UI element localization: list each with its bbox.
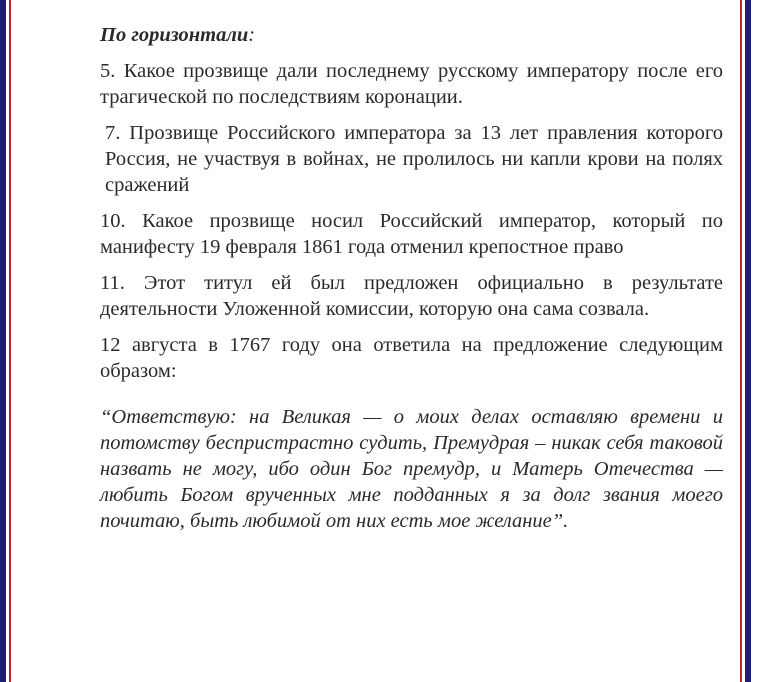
document-body [100, 22, 723, 544]
section-heading [100, 22, 723, 48]
left-border-navy [0, 0, 6, 682]
section-heading-text: По горизонтали [100, 24, 249, 46]
right-border-red [740, 0, 742, 682]
section-heading-colon: : [248, 24, 256, 46]
question-11: 11. Этот титул ей был предложен официально в результате деятельности Уложенной комиссии, которую она сама созвала. [100, 272, 723, 320]
context-paragraph: 12 августа в 1767 году она ответила на предложение следующим образом: [100, 334, 723, 382]
question-5: 5. Какое прозвище дали последнему русскому императору после его трагической по последствиям коронации. [100, 60, 723, 108]
question-10: 10. Какое прозвище носил Российский император, который по манифесту 19 февраля 1861 года отменил крепостное право [100, 210, 723, 258]
right-border-navy [745, 0, 751, 682]
question-7: 7. Прозвище Российского императора за 13 лет правления которого Россия, не участвуя в войнах, не пролилось ни капли крови на полях сражений [105, 122, 723, 196]
quote-paragraph: “Ответствую: на Великая — о моих делах оставляю времени и потомству беспристрастно судить, Премудрая – никак себя таковой назвать не могу, ибо один Бог премудр, и Матерь Отечества — любить Богом врученных мне подданных я за долг звания моего почитаю, быть любимой от них есть мое желание”. [100, 406, 723, 532]
left-border-red [9, 0, 11, 682]
